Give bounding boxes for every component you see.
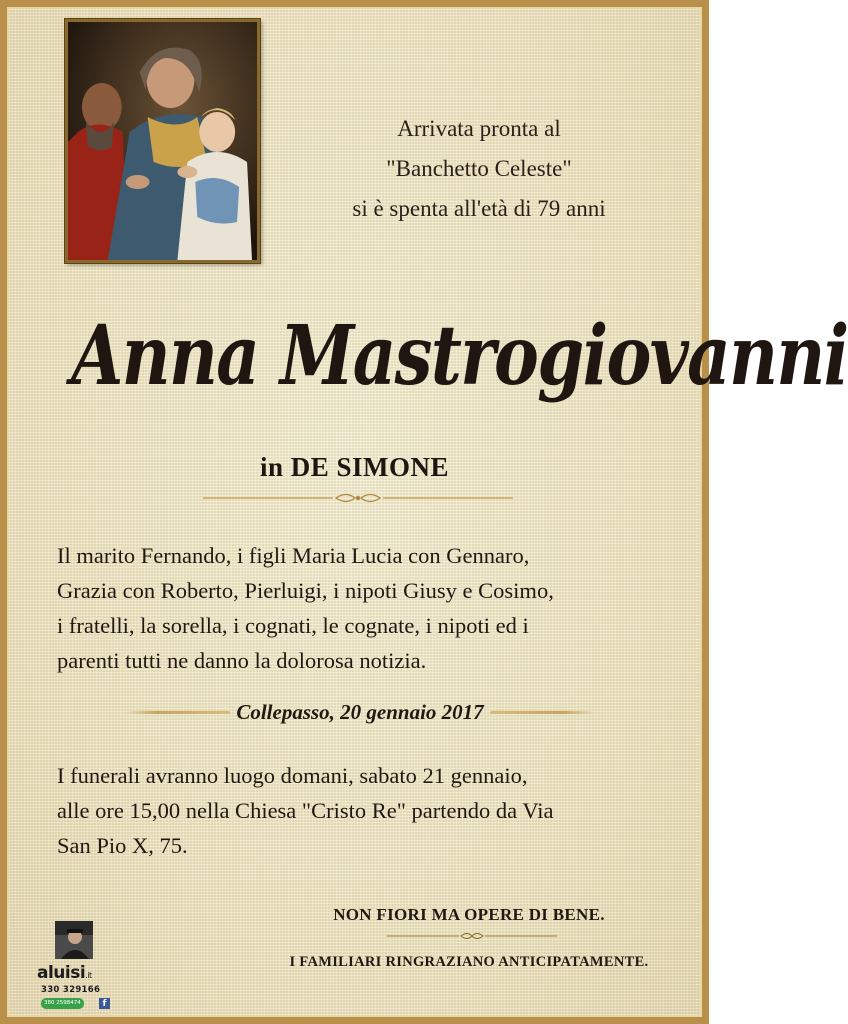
deceased-name: Anna Mastrogiovanni <box>71 308 848 404</box>
place-date: Collepasso, 20 gennaio 2017 <box>236 699 484 724</box>
married-name: in DE SIMONE <box>259 452 450 482</box>
small-ornament-icon <box>387 931 557 941</box>
sponsor-name: aluisi.it <box>37 963 92 983</box>
intro-line: si è spenta all'età di 79 anni <box>352 196 606 221</box>
funeral-line: alle ore 15,00 nella Chiesa "Cristo Re" partendo da Via <box>57 798 554 823</box>
gold-rule-right <box>490 711 595 714</box>
intro-text <box>279 109 679 229</box>
announcement-line: i fratelli, la sorella, i cognati, le cognate, i nipoti ed i <box>57 613 529 638</box>
intro-line: "Banchetto Celeste" <box>386 156 572 181</box>
place-date-row <box>125 697 595 727</box>
funeral-line: San Pio X, 75. <box>57 833 188 858</box>
announcement-line: parenti tutti ne danno la dolorosa notizia. <box>57 648 427 673</box>
intro-line: Arrivata pronta al <box>397 116 561 141</box>
funeral-home-logo <box>35 921 123 1017</box>
sponsor-photo <box>55 921 93 959</box>
announcement-text <box>57 538 677 678</box>
announcement-line: Grazia con Roberto, Pierluigi, i nipoti Giusy e Cosimo, <box>57 578 554 603</box>
sponsor-phone: 330 329166 <box>41 985 101 995</box>
funeral-text <box>57 758 677 863</box>
ornament-divider-icon <box>203 491 513 505</box>
facebook-icon: f <box>99 998 110 1009</box>
sponsor-mobile-badge: 380 2598474 <box>41 998 84 1009</box>
funeral-line: I funerali avranno luogo domani, sabato 21 gennaio, <box>57 763 528 788</box>
paper-background <box>7 7 848 1017</box>
religious-painting-image <box>65 19 260 263</box>
thanks-note: I FAMILIARI RINGRAZIANO ANTICIPATAMENTE. <box>289 954 649 970</box>
announcement-line: Il marito Fernando, i figli Maria Lucia con Gennaro, <box>57 543 530 568</box>
no-flowers-note: NON FIORI MA OPERE DI BENE. <box>333 905 605 924</box>
gold-rule-left <box>125 711 230 714</box>
